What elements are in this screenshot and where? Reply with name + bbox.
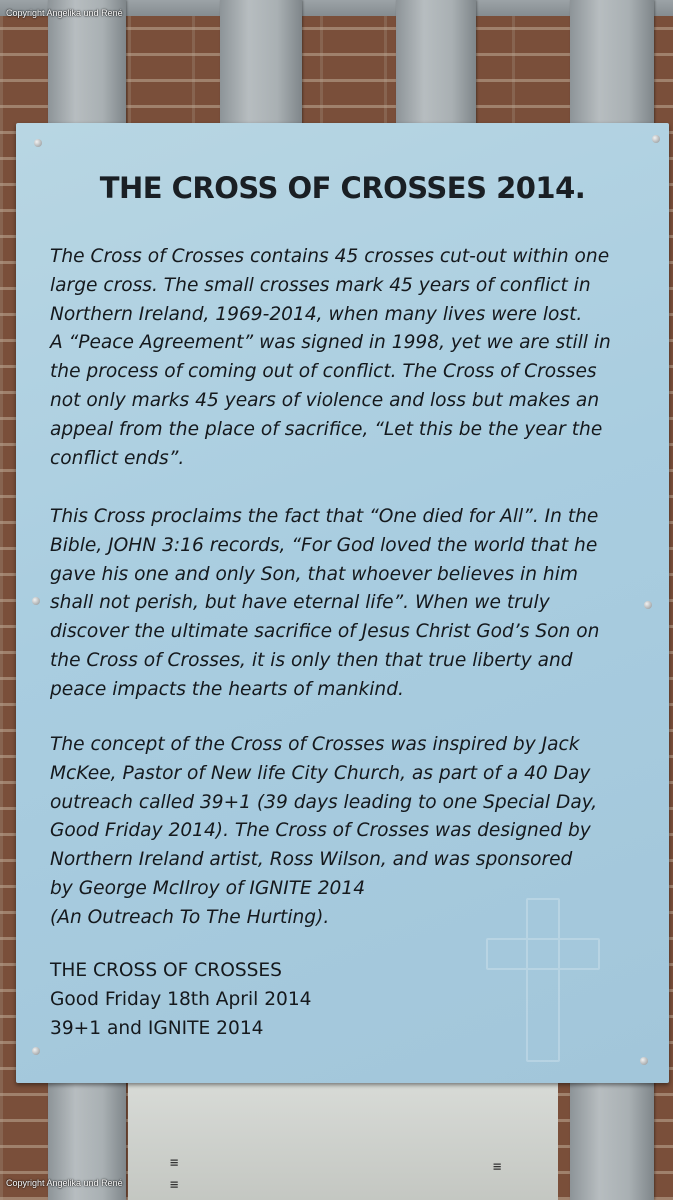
- bolt-icon: [640, 1057, 648, 1065]
- paragraph-proclamation: [50, 503, 650, 705]
- text-line: outreach called 39+1 (39 days leading to one Special Day,: [50, 791, 598, 813]
- text-line: The concept of the Cross of Crosses was inspired by Jack: [50, 734, 580, 755]
- text-line: This Cross proclaims the fact that “One died for All”. In the: [50, 506, 599, 527]
- text-line: McKee, Pastor of New life City Church, as part of a 40 Day: [50, 762, 591, 784]
- copyright-watermark: Copyright Angelika und René: [6, 1178, 123, 1188]
- vent-icon: ≡: [170, 1155, 178, 1171]
- bolt-icon: [34, 139, 42, 147]
- text-line: THE CROSS OF CROSSES: [50, 960, 282, 981]
- text-line: The Cross of Crosses contains 45 crosses cut-out within one: [50, 246, 610, 267]
- electrical-cabinet: [128, 1075, 558, 1200]
- sign-title: THE CROSS OF CROSSES 2014.: [99, 171, 586, 205]
- text-line: conflict ends”.: [50, 447, 185, 469]
- paragraph-intro: [50, 243, 650, 473]
- text-line: large cross. The small crosses mark 45 years of conflict in: [50, 274, 591, 296]
- text-line: shall not perish, but have eternal life”. When we truly: [50, 592, 550, 614]
- bolt-icon: [32, 597, 40, 605]
- text-line: gave his one and only Son, that whoever believes in him: [50, 563, 578, 585]
- bolt-icon: [32, 1047, 40, 1055]
- text-line: Good Friday 2014). The Cross of Crosses was designed by: [50, 820, 591, 842]
- text-line: peace impacts the hearts of mankind.: [50, 678, 404, 700]
- text-line: discover the ultimate sacrifice of Jesus Christ God’s Son on: [50, 621, 600, 643]
- text-line: Northern Ireland artist, Ross Wilson, and was sponsored: [50, 849, 573, 871]
- text-line: the Cross of Crosses, it is only then that true liberty and: [50, 649, 573, 671]
- memorial-sign: [16, 123, 669, 1083]
- text-line: the process of coming out of conflict. The Cross of Crosses: [50, 361, 597, 383]
- copyright-watermark: Copyright Angelika und René: [6, 8, 123, 18]
- text-line: Bible, JOHN 3:16 records, “For God loved the world that he: [50, 534, 598, 556]
- bolt-icon: [652, 135, 660, 143]
- text-line: Good Friday 18th April 2014: [50, 988, 312, 1010]
- text-line: Northern Ireland, 1969-2014, when many lives were lost.: [50, 303, 583, 325]
- paragraph-concept: [50, 731, 650, 933]
- text-line: A “Peace Agreement” was signed in 1998, yet we are still in: [50, 332, 611, 354]
- text-line: by George McIlroy of IGNITE 2014: [50, 877, 366, 899]
- vent-icon: ≡: [493, 1159, 501, 1175]
- text-line: not only marks 45 years of violence and loss but makes an: [50, 389, 600, 411]
- text-line: (An Outreach To The Hurting).: [50, 906, 330, 928]
- text-line: appeal from the place of sacrifice, “Let this be the year the: [50, 418, 603, 440]
- vent-icon: ≡: [170, 1177, 178, 1193]
- text-line: 39+1 and IGNITE 2014: [50, 1017, 264, 1039]
- sign-footer: [50, 957, 650, 1043]
